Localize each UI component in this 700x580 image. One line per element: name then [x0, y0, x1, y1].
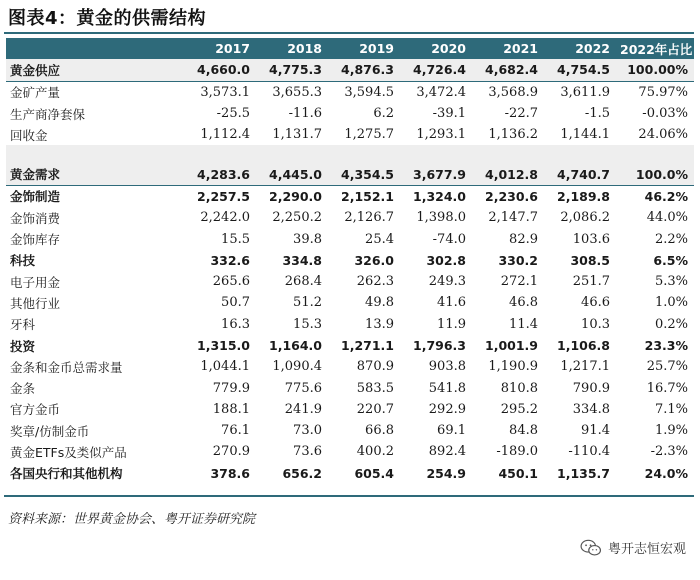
watermark-text: 粤开志恒宏观: [607, 542, 686, 557]
table-row: [6, 124, 694, 145]
value-cell: 2,230.6: [485, 188, 538, 204]
supply-demand-table: [6, 38, 694, 484]
row-label: 金饰消费: [10, 210, 61, 226]
value-cell: 1,324.0: [413, 188, 466, 204]
value-cell: 326.0: [354, 252, 394, 268]
value-cell: 1,293.1: [416, 127, 466, 143]
value-cell: 1,190.9: [488, 359, 538, 375]
share-cell: [616, 145, 694, 163]
title-rule: [4, 32, 694, 34]
share-cell: 1.9%: [654, 423, 688, 439]
bottom-rule: [4, 495, 694, 497]
row-label: 金饰制造: [10, 189, 61, 205]
value-cell: 605.4: [354, 465, 394, 481]
value-cell: 775.6: [284, 380, 322, 396]
value-cell: 4,754.5: [544, 59, 616, 81]
value-cell: 50.7: [221, 295, 250, 311]
share-cell: 25.7%: [646, 359, 688, 375]
value-cell: 4,876.3: [328, 59, 400, 81]
header-row: [6, 38, 694, 59]
value-cell: -25.5: [216, 106, 250, 122]
share-cell: 46.2%: [644, 188, 688, 204]
value-cell: 308.5: [570, 252, 610, 268]
value-cell: 15.5: [221, 231, 250, 247]
value-cell: 16.3: [221, 316, 250, 332]
value-cell: 292.9: [428, 401, 466, 417]
table-row: [6, 163, 694, 185]
row-label: 生产商净套保: [10, 106, 86, 122]
value-cell: -110.4: [568, 444, 610, 460]
value-cell: 334.8: [572, 401, 610, 417]
share-cell: -0.03%: [642, 106, 688, 122]
value-cell: 82.9: [509, 231, 538, 247]
value-cell: 378.6: [210, 465, 250, 481]
value-cell: 272.1: [500, 274, 538, 290]
value-cell: 656.2: [282, 465, 322, 481]
share-cell: 7.1%: [654, 401, 688, 417]
value-cell: 1,144.1: [560, 127, 610, 143]
value-cell: 84.8: [509, 423, 538, 439]
value-cell: 302.8: [426, 252, 466, 268]
share-cell: 100.00%: [616, 59, 694, 81]
value-cell: -74.0: [432, 231, 466, 247]
value-cell: 51.2: [293, 295, 322, 311]
row-label: 电子用金: [10, 274, 61, 290]
table-row: [6, 420, 694, 441]
value-cell: 541.8: [428, 380, 466, 396]
value-cell: 1,131.7: [272, 127, 322, 143]
value-cell: 11.4: [509, 316, 538, 332]
share-cell: 6.5%: [653, 252, 688, 268]
value-cell: 790.9: [572, 380, 610, 396]
value-cell: 2,290.0: [269, 188, 322, 204]
value-cell: [472, 145, 544, 163]
value-cell: 1,112.4: [200, 127, 250, 143]
table-row: [6, 207, 694, 228]
value-cell: -39.1: [432, 106, 466, 122]
value-cell: 251.7: [572, 274, 610, 290]
value-cell: 249.3: [428, 274, 466, 290]
value-cell: 1,217.1: [560, 359, 610, 375]
value-cell: 49.8: [365, 295, 394, 311]
table-row: [6, 314, 694, 335]
value-cell: 4,012.8: [472, 163, 544, 185]
value-cell: 13.9: [365, 316, 394, 332]
share-cell: 75.97%: [638, 84, 688, 100]
share-cell: 24.0%: [644, 465, 688, 481]
share-cell: 1.0%: [654, 295, 688, 311]
row-label: 牙科: [10, 317, 36, 333]
header-year: 2020: [400, 38, 472, 59]
value-cell: [184, 145, 256, 163]
value-cell: 332.6: [210, 252, 250, 268]
header-share: 2022年占比: [616, 38, 694, 59]
value-cell: 268.4: [284, 274, 322, 290]
value-cell: 4,726.4: [400, 59, 472, 81]
header-label: [6, 38, 184, 59]
value-cell: 11.9: [437, 316, 466, 332]
value-cell: 892.4: [428, 444, 466, 460]
value-cell: -1.5: [584, 106, 610, 122]
share-cell: -2.3%: [650, 444, 688, 460]
value-cell: 265.6: [212, 274, 250, 290]
value-cell: 583.5: [356, 380, 394, 396]
value-cell: 2,257.5: [197, 188, 250, 204]
value-cell: 903.8: [428, 359, 466, 375]
share-cell: 16.7%: [646, 380, 688, 396]
value-cell: 810.8: [500, 380, 538, 396]
header-year: 2018: [256, 38, 328, 59]
value-cell: 4,775.3: [256, 59, 328, 81]
value-cell: 66.8: [365, 423, 394, 439]
value-cell: [400, 145, 472, 163]
value-cell: 400.2: [356, 444, 394, 460]
value-cell: 1,275.7: [344, 127, 394, 143]
value-cell: -22.7: [504, 106, 538, 122]
value-cell: 1,271.1: [341, 338, 394, 353]
row-label: 黄金需求: [6, 163, 184, 185]
value-cell: 6.2: [373, 106, 394, 122]
header-year: 2019: [328, 38, 400, 59]
value-cell: 1,090.4: [272, 359, 322, 375]
value-cell: 1,135.7: [557, 465, 610, 481]
value-cell: 1,001.9: [485, 338, 538, 353]
header-year: 2017: [184, 38, 256, 59]
row-label: 黄金ETFs及类似产品: [10, 444, 127, 460]
value-cell: 870.9: [356, 359, 394, 375]
table-row: [6, 399, 694, 420]
share-cell: 2.2%: [654, 231, 688, 247]
table-row: [6, 271, 694, 292]
value-cell: 4,660.0: [184, 59, 256, 81]
share-cell: 100.0%: [616, 163, 694, 185]
share-cell: 44.0%: [646, 210, 688, 226]
value-cell: 2,242.0: [200, 210, 250, 226]
value-cell: 188.1: [212, 401, 250, 417]
value-cell: 4,283.6: [184, 163, 256, 185]
row-label: 金饰库存: [10, 232, 61, 248]
value-cell: 262.3: [356, 274, 394, 290]
value-cell: 270.9: [212, 444, 250, 460]
value-cell: 450.1: [498, 465, 538, 481]
value-cell: 3,677.9: [400, 163, 472, 185]
value-cell: 241.9: [284, 401, 322, 417]
row-label: 金条和金币总需求量: [10, 359, 123, 375]
value-cell: 73.6: [293, 444, 322, 460]
row-label: [6, 145, 184, 163]
value-cell: 2,189.8: [557, 188, 610, 204]
value-cell: 3,472.4: [416, 84, 466, 100]
value-cell: 25.4: [365, 231, 394, 247]
value-cell: [328, 145, 400, 163]
row-label: 金矿产量: [10, 85, 61, 101]
wechat-icon: [580, 539, 602, 557]
share-cell: 0.2%: [654, 316, 688, 332]
value-cell: 2,250.2: [272, 210, 322, 226]
value-cell: 2,147.7: [488, 210, 538, 226]
value-cell: 334.8: [282, 252, 322, 268]
value-cell: 2,152.1: [341, 188, 394, 204]
table-row: [6, 356, 694, 377]
table-row: [6, 103, 694, 124]
value-cell: 46.8: [509, 295, 538, 311]
value-cell: 254.9: [426, 465, 466, 481]
table-row: [6, 335, 694, 356]
value-cell: 4,354.5: [328, 163, 400, 185]
value-cell: [256, 145, 328, 163]
header-year: 2022: [544, 38, 616, 59]
value-cell: 4,682.4: [472, 59, 544, 81]
table-row: [6, 377, 694, 398]
value-cell: 103.6: [572, 231, 610, 247]
table-row: [6, 81, 694, 103]
share-cell: 23.3%: [644, 338, 688, 353]
value-cell: 295.2: [500, 401, 538, 417]
value-cell: 1,044.1: [200, 359, 250, 375]
value-cell: 46.6: [581, 295, 610, 311]
header-year: 2021: [472, 38, 544, 59]
value-cell: 3,573.1: [200, 84, 250, 100]
table-row: [6, 463, 694, 484]
table-row: [6, 59, 694, 81]
value-cell: 3,611.9: [560, 84, 610, 100]
table-row: [6, 292, 694, 313]
value-cell: 779.9: [212, 380, 250, 396]
table-row: [6, 185, 694, 207]
row-label: 回收金: [10, 127, 48, 143]
value-cell: 4,740.7: [544, 163, 616, 185]
row-label: 黄金供应: [6, 59, 184, 81]
value-cell: 15.3: [293, 316, 322, 332]
row-label: 投资: [10, 338, 36, 354]
value-cell: -11.6: [288, 106, 322, 122]
value-cell: 1,315.0: [197, 338, 250, 353]
value-cell: 2,126.7: [344, 210, 394, 226]
value-cell: 1,106.8: [557, 338, 610, 353]
table-row: [6, 250, 694, 271]
row-label: 其他行业: [10, 295, 61, 311]
table-row: [6, 228, 694, 249]
value-cell: 2,086.2: [560, 210, 610, 226]
row-label: 官方金币: [10, 402, 61, 418]
value-cell: 41.6: [437, 295, 466, 311]
share-cell: 24.06%: [638, 127, 688, 143]
value-cell: 69.1: [437, 423, 466, 439]
value-cell: 330.2: [498, 252, 538, 268]
table-row: [6, 441, 694, 462]
value-cell: 76.1: [221, 423, 250, 439]
value-cell: 91.4: [581, 423, 610, 439]
row-label: 奖章/仿制金币: [10, 423, 90, 439]
row-label: 科技: [10, 253, 36, 269]
value-cell: 39.8: [293, 231, 322, 247]
value-cell: 4,445.0: [256, 163, 328, 185]
share-cell: 5.3%: [654, 274, 688, 290]
spacer-row: [6, 145, 694, 163]
figure-title: 图表4：黄金的供需结构: [8, 8, 207, 29]
watermark: [580, 538, 686, 557]
value-cell: 3,655.3: [272, 84, 322, 100]
source-note: 资料来源：世界黄金协会、粤开证券研究院: [8, 512, 256, 527]
value-cell: 1,796.3: [413, 338, 466, 353]
value-cell: -189.0: [496, 444, 538, 460]
value-cell: 3,594.5: [344, 84, 394, 100]
value-cell: [544, 145, 616, 163]
value-cell: 73.0: [293, 423, 322, 439]
row-label: 金条: [10, 381, 36, 397]
value-cell: 1,398.0: [416, 210, 466, 226]
value-cell: 1,136.2: [488, 127, 538, 143]
row-label: 各国央行和其他机构: [10, 466, 123, 482]
value-cell: 220.7: [356, 401, 394, 417]
value-cell: 3,568.9: [488, 84, 538, 100]
value-cell: 1,164.0: [269, 338, 322, 353]
value-cell: 10.3: [581, 316, 610, 332]
